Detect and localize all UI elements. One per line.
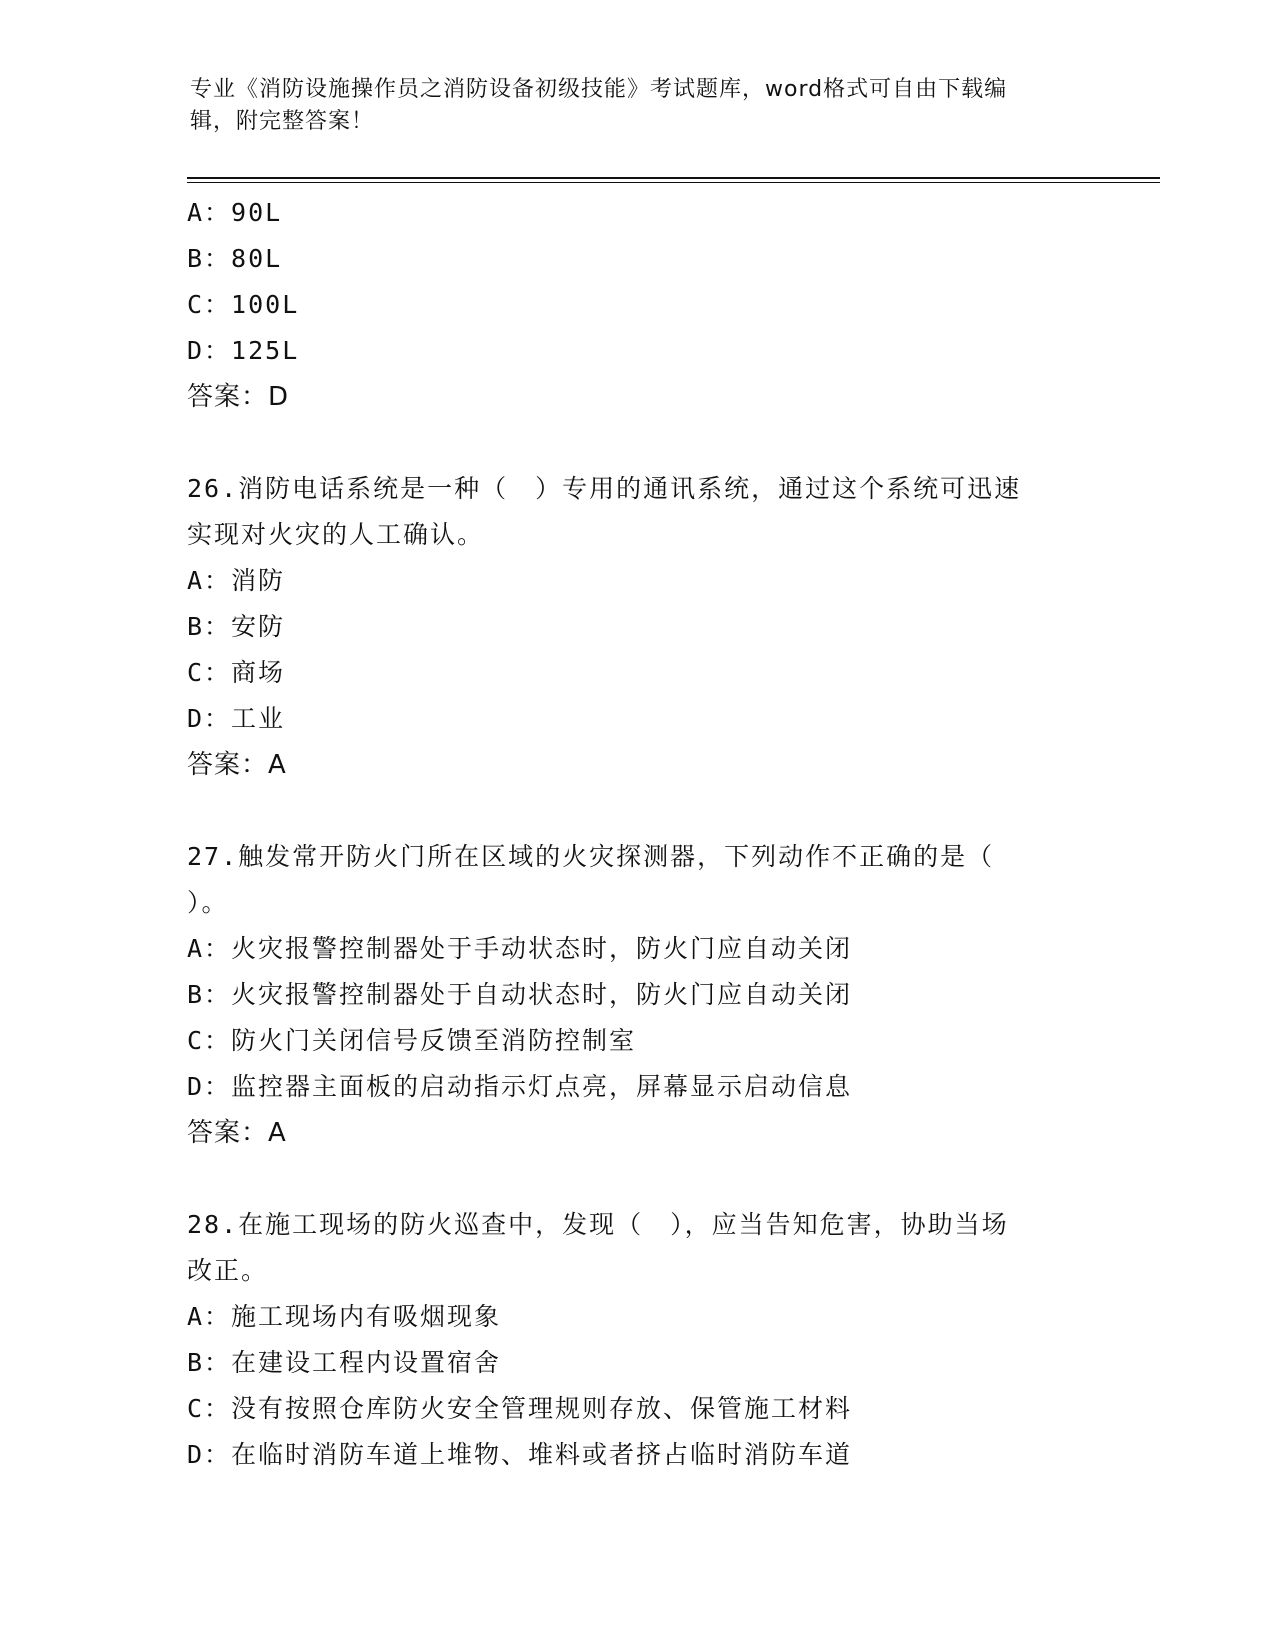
- header-divider-thick: [187, 177, 1160, 179]
- option-d: D：监控器主面板的启动指示灯点亮，屏幕显示启动信息: [187, 1072, 853, 1101]
- option-a: A：消防: [187, 566, 286, 595]
- header-line-2: 辑，附完整答案！: [190, 109, 375, 134]
- question-block-27: [187, 834, 1087, 1156]
- option-c: C：防火门关闭信号反馈至消防控制室: [187, 1026, 637, 1055]
- question-text-line-2: 改正。: [187, 1256, 269, 1285]
- question-text-line-1: 27.触发常开防火门所在区域的火灾探测器，下列动作不正确的是（: [187, 842, 995, 871]
- document-header: [190, 74, 1090, 138]
- option-b: B：80L: [187, 244, 283, 273]
- option-b: B：安防: [187, 612, 286, 641]
- question-block-26: [187, 466, 1087, 788]
- answer-line: 答案：D: [187, 382, 290, 412]
- spacer: [187, 788, 1087, 834]
- spacer: [187, 420, 1087, 466]
- spacer: [187, 1156, 1087, 1202]
- option-a: A：施工现场内有吸烟现象: [187, 1302, 502, 1331]
- answer-line: 答案：A: [187, 750, 287, 780]
- option-d: D：工业: [187, 704, 286, 733]
- question-block-28: [187, 1202, 1087, 1478]
- question-block-25: [187, 190, 1087, 420]
- option-c: C：商场: [187, 658, 286, 687]
- option-c: C：100L: [187, 290, 300, 319]
- question-text-line-1: 26.消防电话系统是一种（ ）专用的通讯系统，通过这个系统可迅速: [187, 474, 1022, 503]
- header-line-1: 专业《消防设施操作员之消防设备初级技能》考试题库，word格式可自由下载编: [190, 77, 1008, 102]
- header-divider-thin: [187, 182, 1160, 183]
- answer-line: 答案：A: [187, 1118, 287, 1148]
- option-c: C：没有按照仓库防火安全管理规则存放、保管施工材料: [187, 1394, 853, 1423]
- question-text-line-1: 28.在施工现场的防火巡查中，发现（ ），应当告知危害，协助当场: [187, 1210, 1009, 1239]
- option-a: A：火灾报警控制器处于手动状态时，防火门应自动关闭: [187, 934, 853, 963]
- question-list: [187, 190, 1087, 1478]
- option-b: B：火灾报警控制器处于自动状态时，防火门应自动关闭: [187, 980, 853, 1009]
- question-text-line-2: ）。: [187, 888, 229, 917]
- option-d: D：125L: [187, 336, 300, 365]
- option-b: B：在建设工程内设置宿舍: [187, 1348, 502, 1377]
- option-a: A：90L: [187, 198, 283, 227]
- question-text-line-2: 实现对火灾的人工确认。: [187, 520, 485, 549]
- option-d: D：在临时消防车道上堆物、堆料或者挤占临时消防车道: [187, 1440, 853, 1469]
